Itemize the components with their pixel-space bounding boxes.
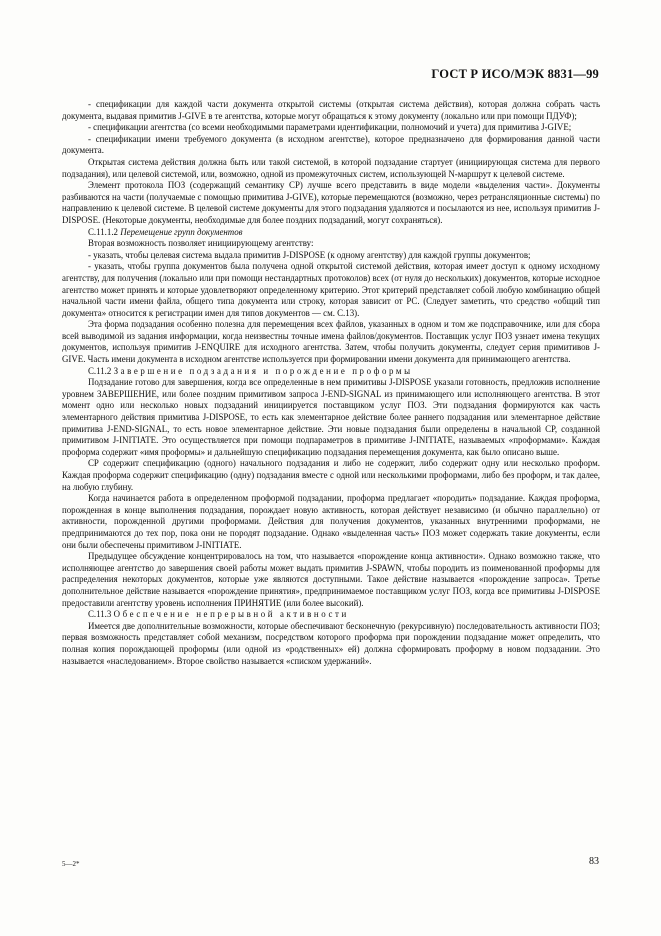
paragraph: - спецификации для каждой части документа открытой системы (открытая система действия), которая должна собрать часть документа, выдавая примитив J-GIVE в те агентства, которые могут обращаться к этому документу (локально или при помощи ПДУФ); xyxy=(62,99,600,121)
section-title: Завершение подзадания и порождение проформы xyxy=(113,365,413,376)
paragraph: Элемент протокола ПОЗ (содержащий семантику СР) лучше всего представить в виде модели «выделения части». Документы разбиваются на части (получаемые с помощью примитива J-GIVE), которые перемещаются (возможно, через ретрансляционные системы) по направлению к целевой системе. В целевой системе документы для этого подзадания удаляются и посылаются из нее, используя примитив J-DISPOSE. (Некоторые документы, необходимые для более поздних подзаданий, могут сохраняться). xyxy=(62,180,600,225)
paragraph: Предыдущее обсуждение концентрировалось на том, что называется «порождение конца активности». Однако возможно также, что исполняющее агентство до завершения своей работы может выдать примитив J-SPAWN, чтобы породить из поименованной проформы для распределения некоторых документов, которые уже являются доступными. Такое действие называется «порождение запроса». Третье дополнительное действие называется «порождение принятия», предпринимаемое поставщиком услуг ПОЗ, когда все примитивы J-DISPOSE предоставили агентству уровень исполнения ПРИНЯТИЕ (или более высокий). xyxy=(62,551,600,608)
section-number: С.11.2 xyxy=(88,365,112,376)
section-title: Перемещение групп документов xyxy=(120,226,243,237)
paragraph: - спецификации имени требуемого документа (в исходном агентстве), которое предназначено для формирования данной части документа. xyxy=(62,133,600,156)
footer-signature-mark: 5—2* xyxy=(62,860,80,868)
paragraph: Подзадание готово для завершения, когда все определенные в нем примитивы J-DISPOSE указали готовность, предложив исполнение уровнем ЗАВЕРШЕНИЕ, или более поздним примитивом запроса J-END-SIGNAL из принимающего или исполняющего агентства. В этот момент одно или несколько новых подзаданий инициируется поставщиком услуг ПОЗ. Эти подзадания формируются как часть элементарного действия примитива J-DISPOSE, то есть как элементарное действие более раннего подзадания или элементарное действие примитива J-END-SIGNAL, то есть новое элементарное действие. Эти новые подзадания были определены в начальной СР, созданной примитивом J-INITIATE. Это осуществляется при помощи подпараметров в примитиве J-INITIATE, называемых «проформами». Каждая проформа содержит «имя проформы» и дальнейшую спецификацию подзадания перемещения документа, как было описано выше. xyxy=(62,377,600,457)
paragraph: - указать, чтобы целевая система выдала примитив J-DISPOSE (к одному агентству) для каждой группы документов; xyxy=(88,249,531,260)
paragraph: Открытая система действия должна быть или такой системой, в которой подзадание стартует (инициирующая система для первого подзадания), или целевой системой, или, возможно, одной из промежуточных систем, использующей N-маршрут к целевой системе. xyxy=(62,156,600,179)
paragraph: - указать, чтобы группа документов была получена одной открытой системой действия, которая имеет доступ к одному исходному агентству, для получения (локально или при помощи нестандартных протоколов) всех (от нуля до нескольких) документов, которые исходное агентство может принять и которые удовлетворяют определенному критерию. Этот критерий представляет собой любую комбинацию общей начальной части имени файла, общего типа документа или строку, которая зависит от РС. (Следует заметить, что средство «общий тип документа» относится к регистрации имен для типов документов — см. С.13). xyxy=(62,261,600,318)
section-number: С.11.1.2 xyxy=(88,226,118,237)
document-body xyxy=(62,99,600,667)
page-number: 83 xyxy=(589,856,599,867)
paragraph: Эта форма подзадания особенно полезна для перемещения всех файлов, указанных в одном и том же подсправочнике, или для сбора всей выводимой из задания информации, когда неизвестны точные имена файлов/документов. Поставщик услуг ПОЗ узнает имена текущих документов, используя примитив J-ENQUIRE для исходного агентства. Затем, чтобы получить документы, следует серия примитивов J-GIVE. Часть имени документа в исходном агентстве используется при формировании имени документа для принимающего агентства. xyxy=(62,319,600,365)
paragraph: СР содержит спецификацию (одного) начального подзадания и либо не содержит, либо содержит одну или несколько проформ. Каждая проформа содержит спецификацию (одну) подзадания вместе с одной или несколькими проформами, либо без проформ, и так далее, на любую глубину. xyxy=(62,458,600,492)
section-title: Обеспечение непрерывной активности xyxy=(113,609,349,620)
paragraph: Имеется две дополнительные возможности, которые обеспечивают бесконечную (рекурсивную) последовательность активности ПОЗ; первая возможность представляет собой механизм, посредством которого проформа при порождении подзадание может определить, что полная копия порождающей проформы (или одной из «родственных» ей) должна сформировать проформу в новом подзадании. Это называется «наследованием». Второе свойство называется «списком удержаний». xyxy=(62,620,600,666)
section-heading xyxy=(62,366,600,378)
section-heading xyxy=(62,227,600,239)
paragraph: Когда начинается работа в определенном проформой подзадании, проформа предлагает «породить» подзадание. Каждая проформа, порожденная в конце выполнения подзадания, порождает новую активность, которая действует независимо (и обычно параллельно) от активности, порожденной другими проформами. Действия для получения документов, указанных внутренними проформами, не предпринимаются до тех пор, пока они не породят подзадание. Однако «выделенная часть» ПОЗ может содержать такие документы, если они были обеспечены примитивом J-INITIATE. xyxy=(62,493,600,550)
paragraph: - спецификации агентства (со всеми необходимыми параметрами идентификации, полномочий и учета) для примитива J-GIVE; xyxy=(88,122,572,133)
page-header-title: ГОСТ Р ИСО/МЭК 8831—99 xyxy=(431,67,599,81)
section-heading xyxy=(62,609,600,621)
section-number: С.11.3 xyxy=(88,609,112,620)
paragraph: Вторая возможность позволяет инициирующему агентству: xyxy=(88,238,314,249)
